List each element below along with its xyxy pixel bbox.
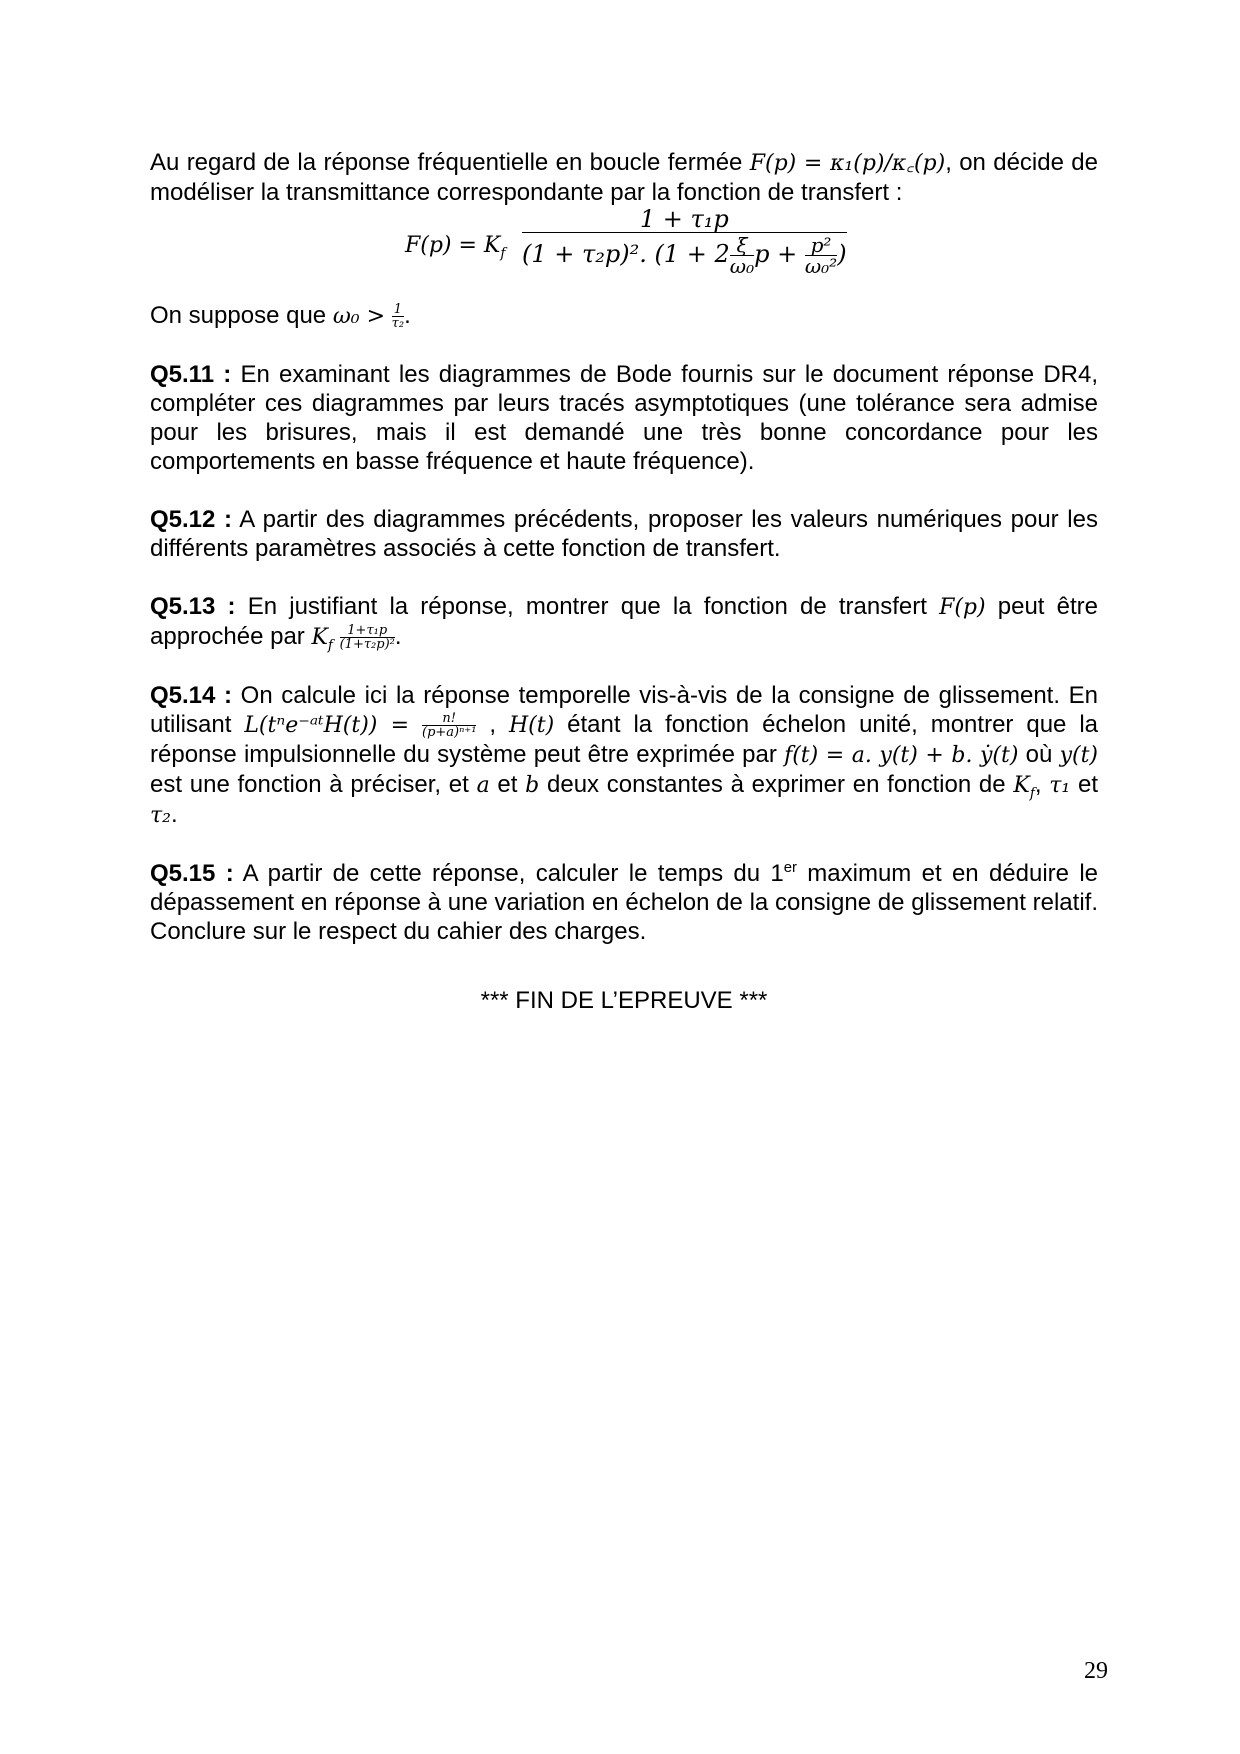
question-label: Q5.13 : [150, 593, 236, 620]
question-text: . [171, 801, 178, 828]
question-q5-14 [150, 681, 1098, 830]
question-text: , [476, 711, 509, 738]
question-text: étant la fonction échelon unité, montrer que la réponse impulsionnelle du système peut être exprimée par [150, 711, 1098, 768]
formula-lhs: $F(p) = K_f$ [405, 233, 506, 262]
p2-over-omega2: $\frac{\text{p²}}{\text{ω₀²}}$ [804, 233, 838, 279]
question-text: maximum et en déduire le dépassement en réponse à une variation en échelon de la consigne de glissement relatif. Conclure sur le respect du cahier des charges. [150, 860, 1098, 945]
question-text: est une fonction à préciser, et [150, 771, 477, 798]
question-q5-15 [150, 859, 1098, 946]
approx-fraction: $\frac{\text{1+τ₁p}}{\text{(1+τ₂p)²}}$ [339, 622, 395, 653]
math-b: b [525, 773, 540, 798]
superscript-er: er [783, 860, 797, 876]
math-Fp: F(p) [939, 595, 986, 620]
laplace-expression: L(tⁿe⁻ᵃᵗH(t)) = [244, 713, 410, 738]
math-a: a [476, 773, 490, 798]
one-over-tau2: $\frac{1}{\text{τ₂}}$ [391, 301, 405, 332]
suppose-end: . [404, 302, 411, 329]
impulse-response-expression: f(t) = a. y(t) + b. ẏ(t) [784, 743, 1019, 768]
math-Kf: $K_f$ [1013, 773, 1035, 802]
math-Ht: H(t) [509, 713, 555, 738]
math-tau2: τ₂ [150, 803, 171, 828]
question-label: Q5.11 : [150, 361, 232, 388]
intro-text-end: , on décide de modéliser la transmittance correspondante par la fonction de transfert : [150, 149, 1098, 206]
suppose-paragraph [150, 301, 1098, 331]
question-text: A partir des diagrammes précédents, proposer les valeurs numériques pour les différents paramètres associés à cette fonction de transfert. [150, 506, 1098, 562]
formula-denominator: (1 + τ₂p)². (1 + 2 $\frac{\xi}{\text{ω₀}}$ p + $\frac{\text{p²}}{\text{ω₀²}}$ ) [522, 233, 847, 279]
question-text: En examinant les diagrammes de Bode fournis sur le document réponse DR4, compléter ces diagrammes par leurs tracés asymptotiques (une tolérance sera admise pour les brisures, mais il est demandé une très bonne concordance pour les comportements en basse fréquence et haute fréquence). [150, 361, 1099, 475]
question-text: où [1018, 741, 1060, 768]
question-text: A partir de cette réponse, calculer le temps du 1 [233, 860, 784, 887]
question-text: . [394, 623, 402, 650]
question-label: Q5.15 : [150, 860, 234, 887]
question-text: et [489, 771, 526, 798]
transfer-function-formula [150, 207, 1098, 295]
closed-loop-expression: F(p) = κ₁(p)/κ꜀(p) [749, 151, 946, 176]
question-text: En justifiant la réponse, montrer que la fonction de transfert [235, 593, 940, 620]
formula-fraction [522, 205, 847, 279]
page-content [150, 148, 1098, 1015]
math-tau1: τ₁ [1049, 773, 1071, 798]
math-Kf: $K_f$ [311, 625, 333, 654]
intro-text: Au regard de la réponse fréquentielle en boucle fermée [150, 149, 750, 176]
page-number: 29 [1084, 1658, 1108, 1684]
intro-paragraph [150, 148, 1098, 207]
question-label: Q5.14 : [150, 682, 233, 709]
laplace-fraction: $\frac{n!}{\text{(p+a)ⁿ⁺¹}}$ [422, 710, 477, 741]
question-text: , [1034, 771, 1050, 798]
question-q5-12 [150, 505, 1098, 563]
end-of-exam: *** FIN DE L’EPREUVE *** [480, 987, 768, 1014]
xi-over-omega: $\frac{\xi}{\text{ω₀}}$ [729, 233, 755, 279]
omega-inequality: ω₀ > [332, 304, 385, 329]
question-q5-11 [150, 360, 1098, 476]
question-text: deux constantes à exprimer en fonction de [539, 771, 1014, 798]
suppose-text: On suppose que [150, 302, 333, 329]
question-text: On calcule ici la réponse temporelle vis-à-vis de la consigne de glissement. En utilisant [150, 682, 1098, 738]
math-yt: y(t) [1059, 743, 1098, 768]
question-q5-13 [150, 592, 1098, 652]
question-text: peut être approchée par [150, 593, 1098, 650]
question-text: et [1070, 771, 1099, 798]
question-label: Q5.12 : [150, 506, 232, 533]
formula-numerator: 1 + τ₁p [522, 207, 847, 233]
